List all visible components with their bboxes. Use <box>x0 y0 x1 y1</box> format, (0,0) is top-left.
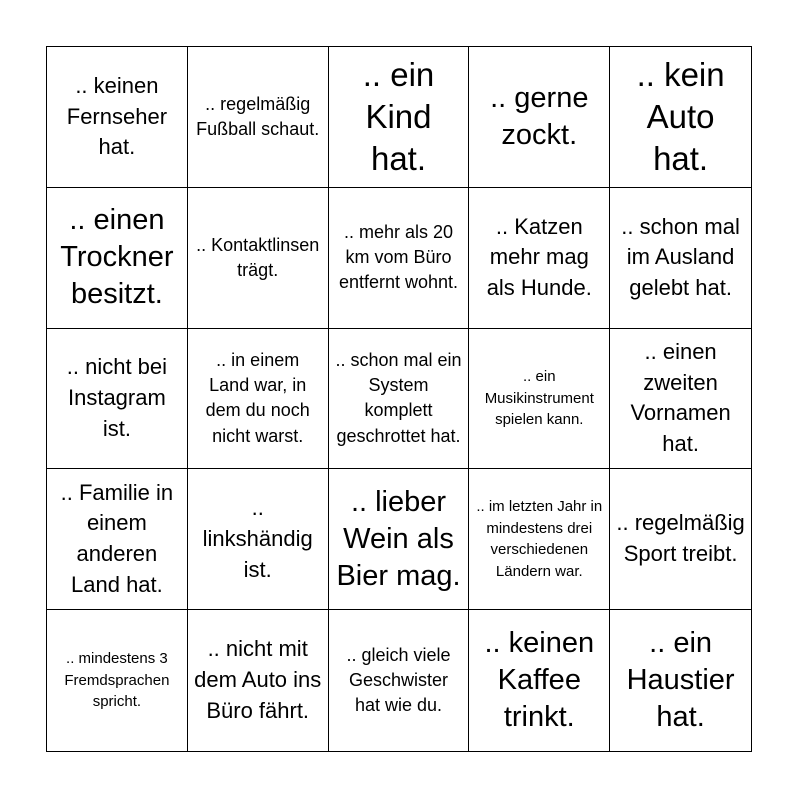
cell-text: .. schon mal im Ausland gelebt hat. <box>621 213 740 301</box>
cell-text: .. regelmäßig Fußball schaut. <box>196 93 320 139</box>
bingo-cell[interactable] <box>469 610 610 751</box>
bingo-cell[interactable] <box>47 188 188 329</box>
bingo-cell[interactable] <box>610 610 751 751</box>
cell-text: .. lieber Wein als Bier mag. <box>336 485 461 592</box>
cell-text: .. keinen Kaffee trinkt. <box>484 626 595 734</box>
bingo-cell[interactable] <box>329 188 470 329</box>
cell-text: .. keinen Fernseher hat. <box>66 72 168 160</box>
bingo-cell[interactable] <box>469 329 610 470</box>
bingo-cell[interactable] <box>47 610 188 751</box>
bingo-board <box>46 46 752 752</box>
bingo-cell[interactable] <box>610 469 751 610</box>
bingo-cell[interactable] <box>188 469 329 610</box>
cell-text: .. schon mal ein System komplett geschrottet hat. <box>335 350 462 446</box>
bingo-cell[interactable] <box>469 469 610 610</box>
cell-text: .. mindestens 3 Fremdsprachen spricht. <box>64 649 170 711</box>
cell-text: .. Familie in einem anderen Land hat. <box>60 479 174 598</box>
cell-text: .. in einem Land war, in dem du noch nicht warst. <box>205 350 310 446</box>
cell-text: .. gleich viele Geschwister hat wie du. <box>346 644 451 716</box>
bingo-cell[interactable] <box>469 188 610 329</box>
cell-text: .. ein Haustier hat. <box>626 626 735 734</box>
bingo-cell[interactable] <box>469 47 610 188</box>
bingo-cell[interactable] <box>188 188 329 329</box>
cell-text: .. regelmäßig Sport treibt. <box>616 510 745 567</box>
bingo-cell[interactable] <box>329 47 470 188</box>
cell-text: .. gerne zockt. <box>490 81 589 151</box>
bingo-cell[interactable] <box>329 329 470 470</box>
bingo-cell[interactable] <box>329 610 470 751</box>
cell-text: .. kein Auto hat. <box>636 55 725 178</box>
cell-text: .. linkshändig ist. <box>202 495 313 582</box>
bingo-cell[interactable] <box>47 329 188 470</box>
cell-text: .. im letzten Jahr in mindestens drei verschiedenen Ländern war. <box>476 497 603 581</box>
cell-text: .. ein Musikinstrument spielen kann. <box>484 367 594 429</box>
cell-text: .. nicht mit dem Auto ins Büro fährt. <box>194 636 322 723</box>
bingo-cell[interactable] <box>47 47 188 188</box>
bingo-cell[interactable] <box>47 469 188 610</box>
cell-text: .. mehr als 20 km vom Büro entfernt wohnt. <box>338 221 459 293</box>
bingo-cell[interactable] <box>329 469 470 610</box>
cell-text: .. Kontaktlinsen trägt. <box>196 234 320 280</box>
cell-text: .. ein Kind hat. <box>362 55 435 178</box>
bingo-cell[interactable] <box>188 329 329 470</box>
bingo-cell[interactable] <box>188 47 329 188</box>
cell-text: .. Katzen mehr mag als Hunde. <box>486 213 592 301</box>
bingo-cell[interactable] <box>610 188 751 329</box>
cell-text: .. einen Trockner besitzt. <box>60 204 174 311</box>
cell-text: .. nicht bei Instagram ist. <box>66 354 168 441</box>
bingo-cell[interactable] <box>610 329 751 470</box>
cell-text: .. einen zweiten Vornamen hat. <box>630 338 731 457</box>
bingo-cell[interactable] <box>188 610 329 751</box>
bingo-cell[interactable] <box>610 47 751 188</box>
